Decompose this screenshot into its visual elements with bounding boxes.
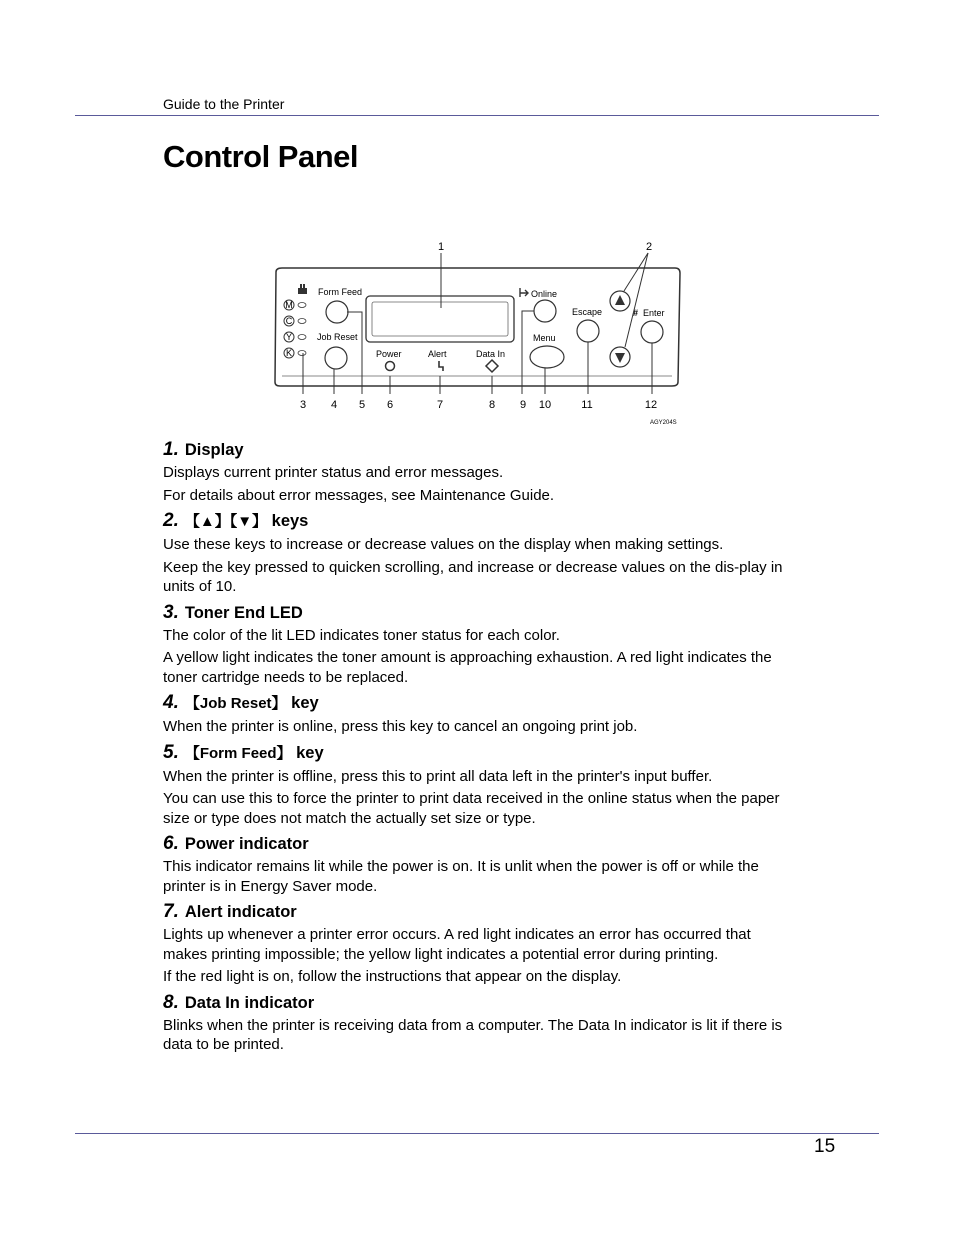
item-title: Data In indicator (184, 993, 315, 1012)
lcd-display (366, 296, 514, 342)
enter-button (641, 321, 663, 343)
alert-icon (439, 361, 443, 371)
online-label: Online (531, 289, 558, 299)
item-title-suffix: key (286, 694, 319, 712)
control-panel-diagram (270, 236, 690, 432)
item-paragraph: This indicator remains lit while the power is on. It is unlit when the power is off or while the printer is in Energy Saver mode. (163, 858, 759, 895)
item-number: 3. (163, 601, 179, 623)
item-key-label: 【Form Feed】 (184, 744, 292, 762)
callout-3: 3 (299, 399, 307, 411)
page-title: Control Panel (163, 139, 359, 174)
callout-6: 6 (386, 399, 394, 411)
callout-8: 8 (488, 399, 496, 411)
item-title-suffix: keys (267, 512, 309, 530)
power-label: Power (376, 349, 402, 359)
svg-text:Y: Y (285, 332, 293, 342)
item-key-label: 【▲】【▼】 (184, 513, 268, 530)
menu-label: Menu (533, 333, 556, 343)
data-in-icon (486, 360, 498, 372)
callout-4: 4 (330, 399, 338, 411)
power-icon (386, 362, 395, 371)
online-icon (520, 288, 528, 297)
svg-text:C: C (285, 316, 293, 326)
callout-10: 10 (538, 399, 552, 411)
item-number: 7. (163, 901, 179, 922)
svg-text:M: M (285, 300, 293, 310)
hash-icon: # (633, 308, 639, 318)
toner-leds (284, 300, 306, 358)
control-panel-figure (270, 236, 690, 432)
footer-rule (75, 1133, 879, 1134)
data-in-label: Data In (476, 349, 506, 359)
item-title: Toner End LED (184, 603, 303, 622)
leader-lines (303, 253, 652, 394)
form-feed-label: Form Feed (318, 287, 363, 297)
item-toner-end-led (163, 603, 795, 688)
item-arrow-keys (163, 511, 795, 597)
svg-text:K: K (285, 348, 293, 358)
escape-label: Escape (572, 307, 603, 317)
item-paragraph: Displays current printer status and error messages. (163, 464, 504, 481)
item-number: 4. (163, 692, 179, 713)
item-paragraph: For details about error messages, see Maintenance Guide. (163, 486, 555, 504)
item-job-reset-key (163, 693, 795, 737)
item-form-feed-key (163, 743, 795, 829)
item-paragraph: The color of the lit LED indicates toner status for each color. (163, 626, 560, 644)
item-paragraph: Blinks when the printer is receiving data from a computer. The Data In indicator is lit if there is data to be printed. (163, 1016, 783, 1053)
item-title: Display (184, 441, 244, 459)
callout-12: 12 (644, 399, 658, 411)
down-arrow-icon (615, 353, 625, 363)
item-paragraph: Keep the key pressed to quicken scrolling, and increase or decrease values on the dis-play in units of 10. (163, 558, 783, 595)
enter-label: Enter (643, 308, 665, 318)
item-title-suffix: key (291, 743, 324, 762)
job-reset-button (325, 347, 347, 369)
item-number: 6. (163, 833, 179, 854)
figure-code: AGY204S (650, 420, 677, 426)
job-reset-label: Job Reset (317, 332, 358, 342)
escape-button (577, 320, 599, 342)
item-list (163, 440, 795, 1061)
callout-2: 2 (645, 241, 653, 253)
toner-icon (298, 284, 307, 294)
item-power-indicator (163, 834, 795, 896)
running-header: Guide to the Printer (163, 96, 285, 112)
header-rule (75, 115, 879, 116)
item-paragraph: A yellow light indicates the toner amount is approaching exhaustion. A red light indicates the toner cartridge needs to be replaced. (163, 649, 772, 686)
item-number: 5. (163, 741, 179, 763)
menu-button (530, 346, 564, 368)
item-paragraph: If the red light is on, follow the instructions that appear on the display. (163, 968, 622, 985)
item-key-label: 【Job Reset】 (184, 695, 287, 712)
item-title: Alert indicator (184, 903, 297, 921)
item-paragraph: When the printer is offline, press this to print all data left in the printer's input buffer. (163, 767, 713, 785)
online-button (534, 300, 556, 322)
up-arrow-icon (615, 295, 625, 305)
page-number: 15 (814, 1136, 836, 1157)
lcd-inner (372, 302, 508, 336)
callout-1: 1 (437, 241, 445, 253)
item-paragraph: Use these keys to increase or decrease values on the display when making settings. (163, 536, 724, 553)
callout-5: 5 (358, 399, 366, 411)
callout-7: 7 (436, 399, 444, 411)
callout-9: 9 (519, 399, 527, 411)
form-feed-button (326, 301, 348, 323)
item-paragraph: When the printer is online, press this key to cancel an ongoing print job. (163, 718, 638, 735)
alert-label: Alert (428, 349, 447, 359)
item-display (163, 440, 795, 505)
callout-11: 11 (581, 399, 593, 411)
item-title: Power indicator (184, 835, 309, 853)
panel-outline (275, 268, 680, 386)
item-number: 8. (163, 991, 179, 1013)
item-paragraph: You can use this to force the printer to print data received in the online status when the paper size or type does not match the actually set size or type. (163, 790, 780, 827)
item-alert-indicator (163, 902, 795, 987)
item-paragraph: Lights up whenever a printer error occurs. A red light indicates an error has occurred that makes printing impossible; the yellow light indicates a potential error during printing. (163, 926, 751, 963)
item-data-in-indicator (163, 993, 795, 1055)
item-number: 1. (163, 439, 179, 460)
item-number: 2. (163, 510, 179, 531)
